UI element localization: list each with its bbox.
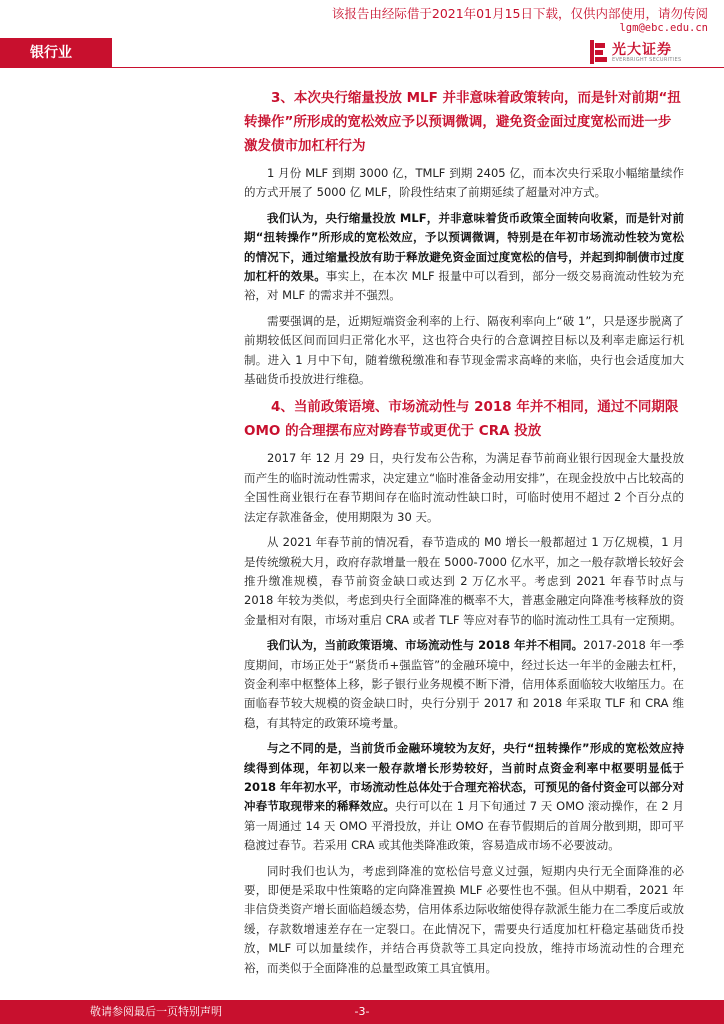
paragraph-text: 从 2021 年春节前的情况看，春节造成的 M0 增长一般都超过 1 万亿规模，1 月是传统缴税大月，政府存款增量一般在 5000-7000 亿水平，加之一般存款增长较好会推升缴准规模，春节前资金缺口或达到 2 万亿水平。考虑到 2021 年春节时点与 2018 年较为类似，考虑到央行全面降准的概率不大，普惠金融定向降准考核释放的资金量相对有限，市场对重启 CRA 或者 TLF 等应对春节的临时流动性工具有一定预期。 [244,535,684,627]
paragraph-text: 同时我们也认为，考虑到降准的宽松信号意义过强，短期内央行无全面降准的必要，即便是采取中性策略的定向降准置换 MLF 必要性也不强。但从中期看，2021 年非信贷类资产增长面临趋缓态势，信用体系边际收缩使得存款派生能力在二季度后或放缓，存款数增速差存在一定裂口。在此情况下，需要央行适度加杠杆稳定基础货币投放，MLF 可以加量续作，并结合再贷款等工具定向投放，维持市场流动性的合理充裕，而类似于全面降准的总量型政策工具宜慎用。 [244,863,684,975]
body-paragraph [244,449,684,527]
paragraph-text: 事实上，在本次 MLF 报量中可以看到，部分一级交易商流动性较为充裕，对 MLF 的需求并不强烈。 [244,269,684,303]
disclaimer-note: 敬请参阅最后一页特别声明 [90,1005,222,1018]
paragraph-emphasis: 我们认为，央行缩量投放 MLF，并非意味着货币政策全面转向收紧，而是针对前期“扭转操作”所形成的宽松效应，予以预调微调，特别是在年初市场流动性较为宽松的情况下，通过缩量投放有助于释放避免资金面过度宽松的信号，并起到抑制债市过度加杠杆的效果。 [244,210,684,284]
paragraph-emphasis: 与之不同的是，当前货币金融环境较为友好，央行“扭转操作”形成的宽松效应持续得到体现，年初以来一般存款增长形势较好，当前时点资金利率中枢要明显低于 2018 年年初水平，市场流动性总体处于合理充裕状态，可预见的备付资金可以部分对冲春节取现带来的稀释效应。 [244,741,684,814]
body-paragraph [244,533,684,630]
section-heading: 4、当前政策语境、市场流动性与 2018 年并不相同，通过不同期限 OMO 的合理摆布应对跨春节或更优于 CRA 投放 [244,399,679,440]
sector-label: 银行业 [0,38,112,68]
paragraph-emphasis: 我们认为，当前政策语境、市场流动性与 2018 年并不相同。 [267,638,584,653]
paragraph-text: 需要强调的是，近期短端资金利率的上行、隔夜利率向上“破 1”，只是逐步脱离了前期较低区间而回归正常化水平，这也符合央行的合意调控目标以及利率走廊运行机制。进入 1 月中下旬，随着缴税缴准和春节现金需求高峰的来临，央行也会适度加大基础货币投放进行维稳。 [244,313,684,387]
logo-text: 光大证券 [612,42,672,58]
paragraph-text: 2017 年 12 月 29 日，央行发布公告称，为满足春节前商业银行因现金大量投放而产生的临时流动性需求，决定建立“临时准备金动用安排”，在现金投放中占比较高的全国性商业银行在春节期间存在临时流动性缺口时，可临时使用不超过 2 个百分点的法定存款准备金，使用期限为 30 天。 [244,451,684,524]
page-footer [0,1000,724,1024]
body-paragraph [244,312,684,390]
paragraph-text: 1 月份 MLF 到期 3000 亿，TMLF 到期 2405 亿，而本次央行采取小幅缩量续作的方式开展了 5000 亿 MLF，阶段性结束了前期延续了超量对冲方式。 [244,166,684,200]
page-header [0,38,724,72]
download-watermark [332,6,708,35]
company-logo [590,40,710,66]
paragraph-text: 2017-2018 年一季度期间，市场正处于“紧货币+强监管”的金融环境中，经过长达一年半的金融去杠杆，资金利率中枢整体上移，影子银行业务规模不断下滑，信用体系面临较大收缩压力。在面临春节较大规模的资金缺口时，央行分别于 2017 和 2018 年采取 TLF 和 CRA 维稳，有其特定的政策环境考量。 [244,638,684,730]
watermark-line-2: lgm@ebc.edu.cn [619,21,708,34]
body-paragraph [244,164,684,203]
logo-mark-icon [590,40,608,64]
body-paragraph [244,862,684,978]
body-paragraph [244,209,684,306]
watermark-line-1: 该报告由经际借于2021年01月15日下载，仅供内部使用，请勿传阅 [331,6,708,21]
report-body [244,86,684,984]
section-heading: 3、本次央行缩量投放 MLF 并非意味着政策转向，而是针对前期“扭转操作”所形成的宽松效应予以预调微调，避免资金面过度宽松而进一步激发债市加杠杆行为 [244,90,681,154]
body-paragraph [244,636,684,733]
paragraph-text: 央行可以在 1 月下旬通过 7 天 OMO 滚动操作，在 2 月第一周通过 14 天 OMO 平滑投放，并让 OMO 在春节假期后的首周分散到期，即可平稳渡过春节。若采用 CRA 或其他类降准政策，容易造成市场不必要波动。 [244,799,685,853]
body-paragraph [244,739,684,855]
header-rule [112,67,724,68]
page-number: -3- [354,1005,370,1018]
logo-subtitle: EVERBRIGHT SECURITIES [612,57,682,63]
